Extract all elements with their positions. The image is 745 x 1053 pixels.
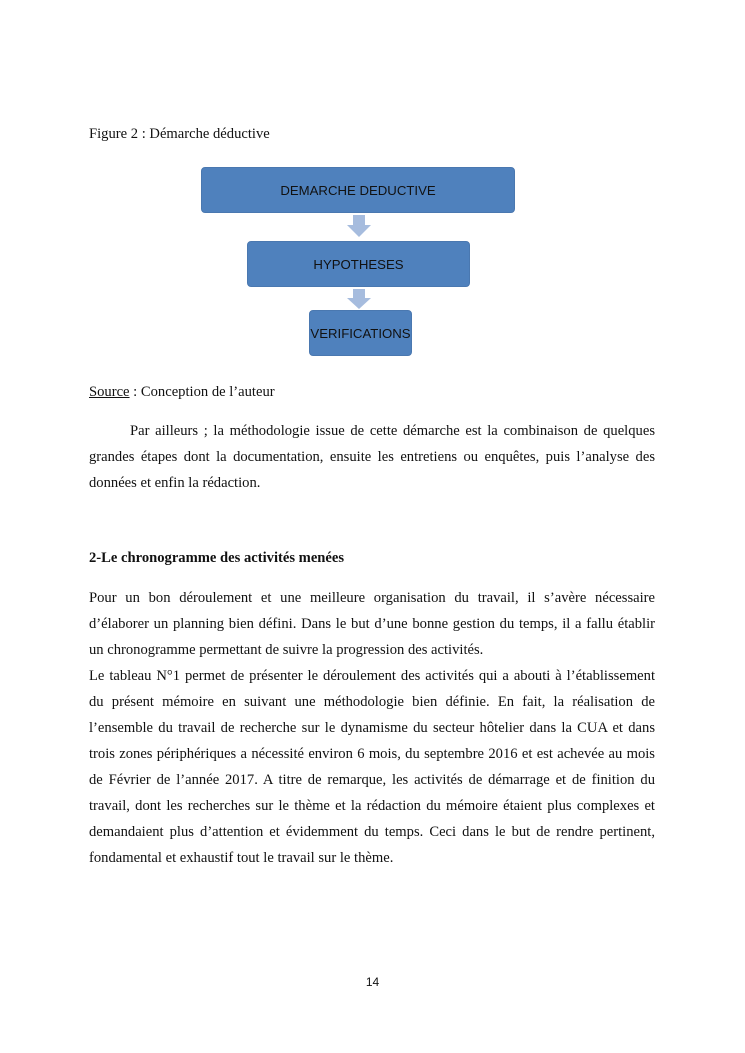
diagram-box-label: HYPOTHESES [313, 256, 404, 272]
paragraph-timeline: Le tableau N°1 permet de présenter le déroulement des activités qui a abouti à l’établissement du présent mémoire en suivant une méthodologie bien définie. En fait, la réalisation de l’ensemble du travail de recherche sur le dynamisme du secteur hôtelier dans la CUA et dans trois zones périphériques a nécessité environ 6 mois, du septembre 2016 et est achevée au mois de Février de l’année 2017. A titre de remarque, les activités de démarrage et de finition du travail, dont les recherches sur le thème et la rédaction du mémoire étaient plus complexes et demandaient plus d’attention et évidemment du temps. Ceci dans le but de rendre pertinent, fondamental et exhaustif tout le travail sur le thème. [89, 668, 655, 866]
source-text: : Conception de l’auteur [129, 384, 275, 400]
down-arrow-icon [347, 289, 371, 309]
diagram-box-label: DEMARCHE DEDUCTIVE [280, 182, 436, 198]
diagram-box-demarche-deductive [201, 167, 515, 213]
diagram-box-hypotheses [247, 241, 470, 287]
diagram-box-verifications [309, 310, 412, 356]
section-heading: 2-Le chronogramme des activités menées [89, 550, 345, 566]
source-label: Source [89, 384, 130, 400]
paragraph-planning: Pour un bon déroulement et une meilleure organisation du travail, il s’avère nécessaire d’élaborer un planning bien défini. Dans le but d’une bonne gestion du temps, il a fallu établir un chronogramme permettant de suivre la progression des activités. [89, 590, 655, 658]
figure-caption: Figure 2 : Démarche déductive [89, 126, 270, 142]
page-number: 14 [365, 975, 380, 989]
figure-source [89, 384, 275, 401]
diagram-box-label: VERIFICATIONS [310, 325, 411, 341]
down-arrow-icon [347, 215, 371, 237]
paragraph-methodology: Par ailleurs ; la méthodologie issue de cette démarche est la combinaison de quelques grandes étapes dont la documentation, ensuite les entretiens ou enquêtes, puis l’analyse des données et enfin la rédaction. [89, 423, 655, 491]
